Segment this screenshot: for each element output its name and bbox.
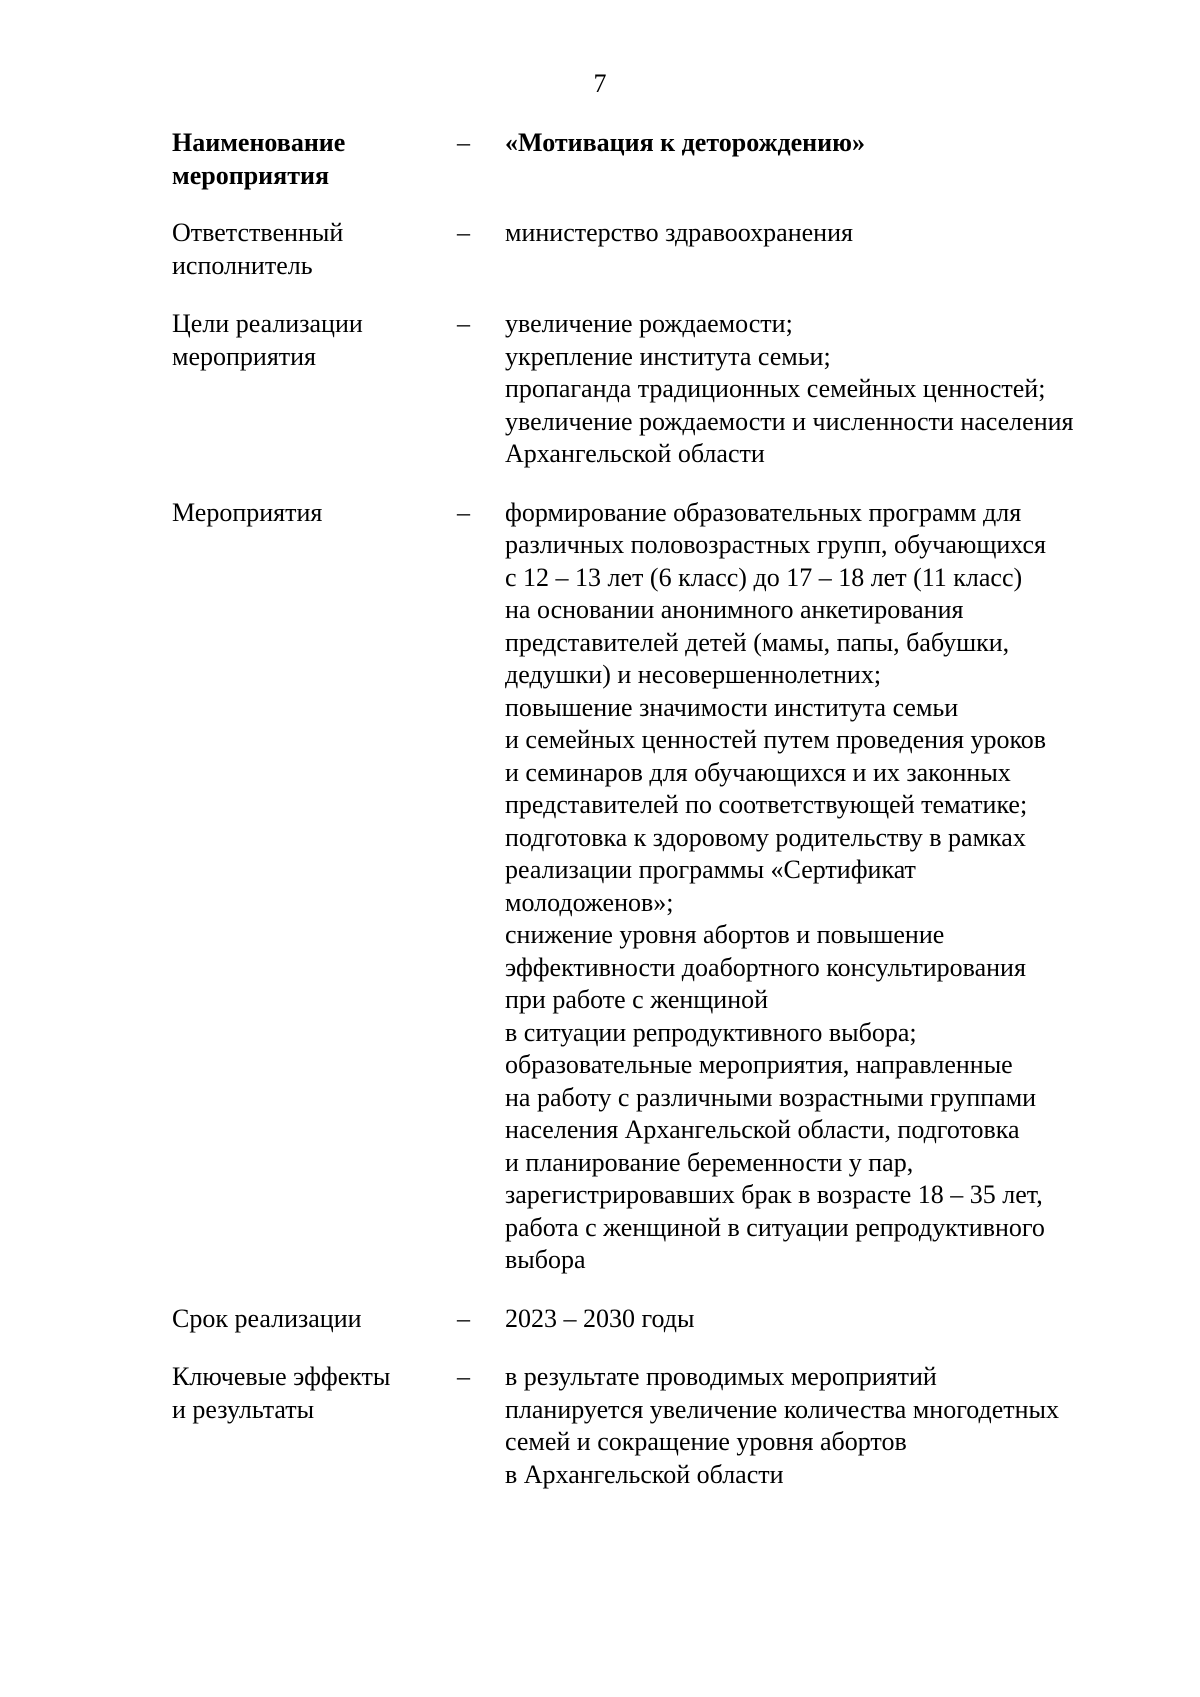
value-line: населения Архангельской области, подготовка (505, 1115, 1020, 1144)
label-line: Наименование (172, 128, 346, 157)
value-line: молодоженов»; (505, 887, 674, 917)
row-activities (172, 497, 1132, 1277)
row-key-effects (172, 1361, 1132, 1491)
page-number: 7 (593, 69, 607, 98)
value-line: Архангельской области (505, 439, 765, 468)
value-line: эффективности доабортного консультирования (505, 952, 1026, 982)
label-key-effects (172, 1361, 457, 1426)
value-line: реализации программы «Сертификат (505, 855, 916, 884)
label-line: Ключевые эффекты (172, 1362, 391, 1391)
row-activity-name (172, 127, 1132, 192)
label-line: мероприятия (172, 341, 317, 371)
value-line: представителей по соответствующей тематике; (505, 790, 1028, 819)
dash-separator: – (457, 1362, 470, 1391)
value-line: подготовка к здоровому родительству в рамках (505, 822, 1026, 852)
value-line: в ситуации репродуктивного выбора; (505, 1017, 917, 1047)
value-responsible-executor (505, 217, 1132, 250)
value-line: образовательные мероприятия, направленные (505, 1050, 1013, 1079)
label-line: Срок реализации (172, 1303, 362, 1333)
value-line: в Архангельской области (505, 1459, 784, 1489)
value-line: на основании анонимного анкетирования (505, 595, 964, 624)
value-line: и семинаров для обучающихся и их законных (505, 757, 1011, 787)
row-responsible-executor (172, 217, 1132, 282)
activity-passport-table (172, 127, 1132, 1491)
value-line: укрепление института семьи; (505, 341, 831, 371)
label-goals (172, 308, 457, 373)
dash-separator: – (457, 497, 470, 527)
value-line: семей и сокращение уровня абортов (505, 1427, 907, 1456)
value-line: выбора (505, 1245, 586, 1274)
label-line: Цели реализации (172, 309, 363, 338)
dash-separator: – (457, 1303, 470, 1333)
value-line: в результате проводимых мероприятий (505, 1362, 937, 1391)
value-line: дедушки) и несовершеннолетних; (505, 660, 882, 689)
row-implementation-period (172, 1303, 1132, 1336)
value-implementation-period (505, 1303, 1132, 1336)
value-line: на работу с различными возрастными группами (505, 1082, 1037, 1112)
value-line: зарегистрировавших брак в возрасте 18 – 35 лет, (505, 1180, 1043, 1209)
label-line: исполнитель (172, 250, 313, 280)
value-line: различных половозрастных групп, обучающихся (505, 530, 1047, 559)
dash-separator: – (457, 309, 470, 338)
value-goals (505, 308, 1132, 471)
value-line: 2023 – 2030 годы (505, 1303, 695, 1333)
value-activities (505, 497, 1132, 1277)
value-activity-name (505, 127, 1132, 160)
value-line: представителей детей (мамы, папы, бабушки, (505, 627, 1010, 657)
dash-separator: – (457, 218, 470, 247)
label-activity-name (172, 127, 457, 192)
value-line: министерство здравоохранения (505, 218, 853, 247)
label-responsible-executor (172, 217, 457, 282)
label-line: мероприятия (172, 160, 330, 190)
value-line: повышение значимости института семьи (505, 692, 959, 722)
value-line: планируется увеличение количества многодетных (505, 1394, 1059, 1424)
value-line: формирование образовательных программ для (505, 497, 1022, 527)
value-line: «Мотивация к деторождению» (505, 128, 865, 157)
value-line: увеличение рождаемости и численности населения (505, 406, 1074, 436)
value-line: пропаганда традиционных семейных ценностей; (505, 374, 1046, 403)
label-implementation-period (172, 1303, 457, 1336)
value-line: и планирование беременности у пар, (505, 1147, 914, 1177)
value-line: работа с женщиной в ситуации репродуктивного (505, 1212, 1045, 1242)
label-line: и результаты (172, 1394, 315, 1424)
value-line: при работе с женщиной (505, 985, 769, 1014)
dash-separator: – (457, 128, 470, 157)
value-line: снижение уровня абортов и повышение (505, 920, 945, 949)
value-line: увеличение рождаемости; (505, 309, 793, 338)
label-line: Мероприятия (172, 497, 323, 527)
value-key-effects (505, 1361, 1132, 1491)
label-activities (172, 497, 457, 530)
label-line: Ответственный (172, 218, 344, 247)
value-line: и семейных ценностей путем проведения уроков (505, 725, 1047, 754)
row-goals (172, 308, 1132, 471)
value-line: с 12 – 13 лет (6 класс) до 17 – 18 лет (11 класс) (505, 562, 1023, 592)
